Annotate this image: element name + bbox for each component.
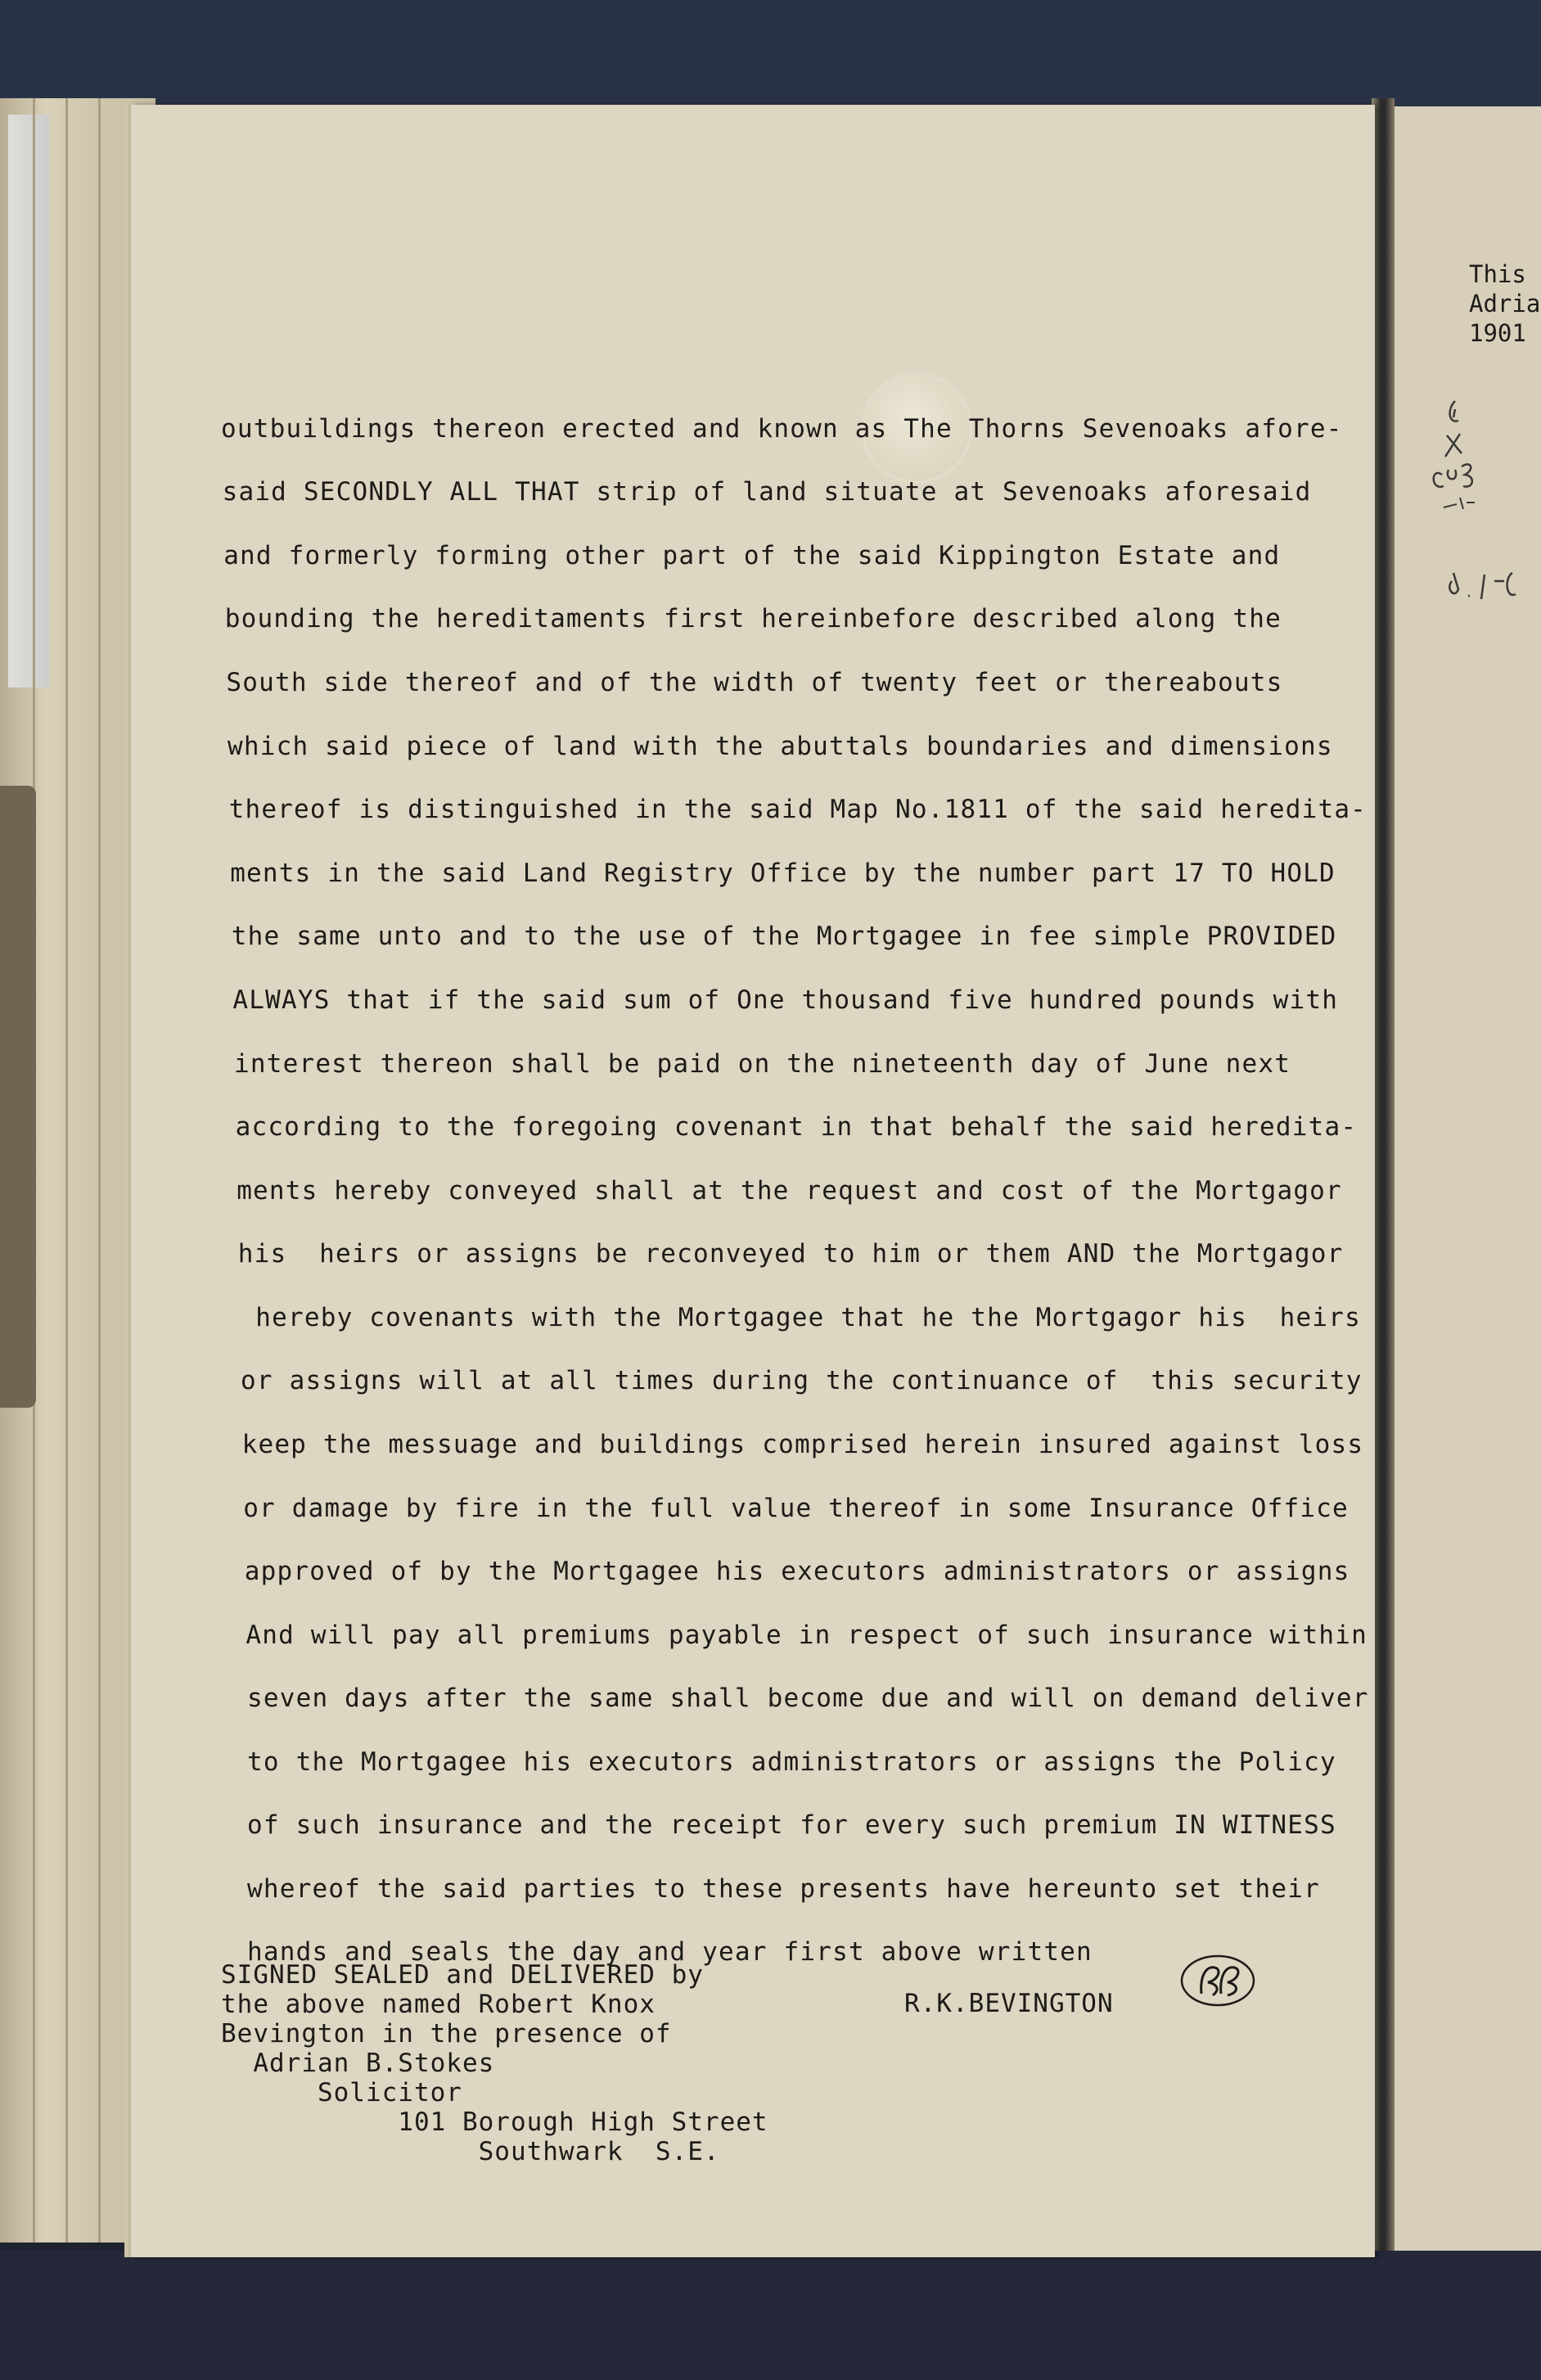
pencil-annotations xyxy=(1406,385,1537,630)
facing-page-text: 1901 xyxy=(1469,319,1526,347)
deed-text-line: or damage by fire in the full value thereof in some Insurance Office xyxy=(243,1494,1349,1523)
deed-text-line: keep the messuage and buildings comprised herein insured against loss xyxy=(241,1430,1364,1459)
deed-text-line: according to the foregoing covenant in that behalf the said heredita- xyxy=(235,1112,1358,1142)
deed-text-line: to the Mortgagee his executors administrators or assigns the Policy xyxy=(247,1747,1336,1777)
deed-text-line: hereby covenants with the Mortgagee that he the Mortgagor his heirs xyxy=(239,1303,1361,1332)
attestation-line: the above named Robert Knox xyxy=(221,1990,656,2019)
attestation-line: 101 Borough High Street xyxy=(221,2107,768,2137)
attestation-line: Solicitor xyxy=(221,2078,462,2107)
attestation-line: Adrian B.Stokes xyxy=(221,2049,495,2078)
deed-text-line: And will pay all premiums payable in respect of such insurance within xyxy=(246,1620,1368,1650)
deed-text-line: interest thereon shall be paid on the nineteenth day of June next xyxy=(234,1049,1291,1079)
deed-text-line: which said piece of land with the abuttals boundaries and dimensions xyxy=(228,732,1333,761)
binding-tab xyxy=(0,786,36,1408)
deed-text-line: outbuildings thereon erected and known as The Thorns Sevenoaks afore- xyxy=(221,414,1343,444)
deed-text-line: whereof the said parties to these presents have hereunto set their xyxy=(247,1874,1320,1904)
deed-text-line: ALWAYS that if the said sum of One thousand five hundred pounds with xyxy=(232,985,1339,1015)
deed-text-line: South side thereof and of the width of twenty feet or thereabouts xyxy=(226,668,1283,697)
book-binding xyxy=(0,0,1541,115)
deed-text-line: bounding the hereditaments first hereinbefore described along the xyxy=(224,604,1282,633)
facing-page-text: Adria xyxy=(1469,290,1541,318)
deed-text-line: his heirs or assigns be reconveyed to him or them AND the Mortgagor xyxy=(237,1239,1344,1269)
wax-seal-initials xyxy=(1177,1951,1259,2010)
deed-text-line: of such insurance and the receipt for every such premium IN WITNESS xyxy=(247,1810,1336,1840)
deed-text-line: the same unto and to the use of the Mortgagee in fee simple PROVIDED xyxy=(231,922,1337,951)
attestation-line: Bevington in the presence of xyxy=(221,2019,672,2049)
attestation-line: SIGNED SEALED and DELIVERED by xyxy=(221,1960,704,1990)
bottom-binding xyxy=(0,2251,1541,2380)
deed-text-line: seven days after the same shall become due and will on demand deliver xyxy=(247,1684,1369,1713)
deed-text-line: and formerly forming other part of the said Kippington Estate and xyxy=(223,541,1281,570)
deed-text-line: ments hereby conveyed shall at the request and cost of the Mortgagor xyxy=(237,1176,1342,1206)
deed-text-line: said SECONDLY ALL THAT strip of land situate at Sevenoaks aforesaid xyxy=(222,477,1312,507)
deed-text-line: hands and seals the day and year first above written xyxy=(247,1937,1093,1967)
deed-text-line: approved of by the Mortgagee his executors administrators or assigns xyxy=(244,1557,1350,1586)
deed-text-line: or assigns will at all times during the continuance of this security xyxy=(241,1366,1363,1395)
attestation-line: Southwark S.E. xyxy=(221,2137,720,2166)
page-edge xyxy=(98,98,101,2243)
facing-page-text: This xyxy=(1469,260,1526,288)
page-edge xyxy=(65,98,68,2243)
deed-text-line: ments in the said Land Registry Office by the number part 17 TO HOLD xyxy=(230,859,1336,888)
signatory-name: R.K.BEVINGTON xyxy=(904,1989,1114,2018)
deed-text-line: thereof is distinguished in the said Map No.1811 of the said heredita- xyxy=(228,795,1368,824)
plastic-sleeve xyxy=(8,115,49,687)
